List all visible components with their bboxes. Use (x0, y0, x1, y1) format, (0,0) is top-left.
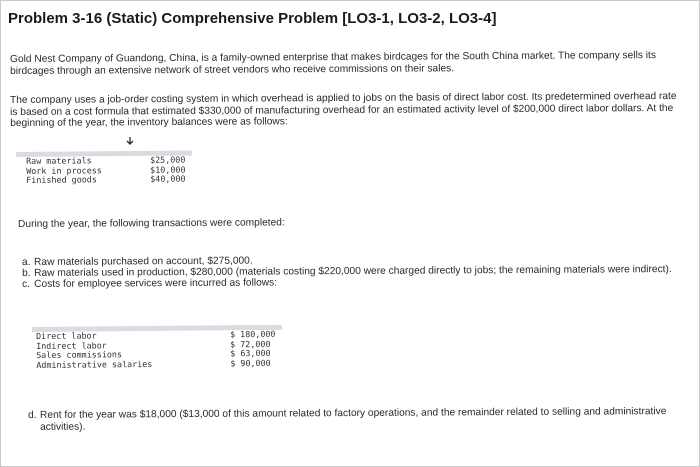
transaction-d (28, 406, 668, 433)
row-label: Administrative salaries (36, 358, 153, 370)
row-value: $25,000 (150, 154, 186, 165)
row-value: $ 72,000 (230, 338, 271, 349)
item-marker: a. (22, 256, 31, 268)
row-value: $ 180,000 (230, 328, 276, 340)
item-text: Rent for the year was $18,000 ($13,000 of this amount related to factory operations, and the remainder related to selling and administrative activities). (39, 406, 667, 433)
row-value: $10,000 (150, 164, 186, 175)
item-text: Raw materials used in production, $280,000 (materials costing $220,000 were charged directly to jobs; the remaining materials were indirect). (34, 264, 672, 280)
problem-title: Problem 3-16 (Static) Comprehensive Problem [LO3-1, LO3-2, LO3-4] (8, 10, 497, 27)
inventory-balances-table (16, 150, 192, 185)
employee-costs-table (32, 325, 282, 371)
item-marker: d. (28, 409, 37, 421)
item-text: Raw materials purchased on account, $275,000. (33, 255, 253, 268)
row-label: Finished goods (26, 174, 97, 186)
item-marker: c. (22, 279, 31, 291)
row-value: $ 90,000 (230, 357, 271, 369)
row-value: $ 63,000 (230, 348, 271, 359)
transactions-intro: During the year, the following transactions were completed: (18, 217, 285, 230)
item-marker: b. (22, 268, 31, 280)
intro-paragraph: Gold Nest Company of Guandong, China, is a family-owned enterprise that makes birdcages for the South China market. The company sells its birdcages through an extensive network of street vendors who receive commissions on their sales. (10, 50, 656, 77)
row-value: $40,000 (150, 173, 186, 185)
transactions-list (22, 253, 682, 291)
row-label: Raw materials (26, 155, 92, 166)
row-label: Indirect labor (36, 339, 107, 351)
row-label: Work in process (26, 164, 102, 176)
row-label: Sales commissions (36, 349, 123, 361)
item-text: Costs for employee services were incurred as follows: (34, 277, 278, 291)
mouse-pointer-icon (124, 136, 136, 148)
costing-paragraph: The company uses a job-order costing system in which overhead is applied to jobs on the basis of direct labor cost. Its predetermined overhead rate is based on a cost formula that estimated $330,000 of manufacturing overhead for an estimated activity level of $200,000 direct labor dollars. At the beginning of the year, the inventory balances were as follows: (10, 90, 677, 129)
row-label: Direct labor (36, 330, 97, 341)
table-row (16, 175, 192, 186)
